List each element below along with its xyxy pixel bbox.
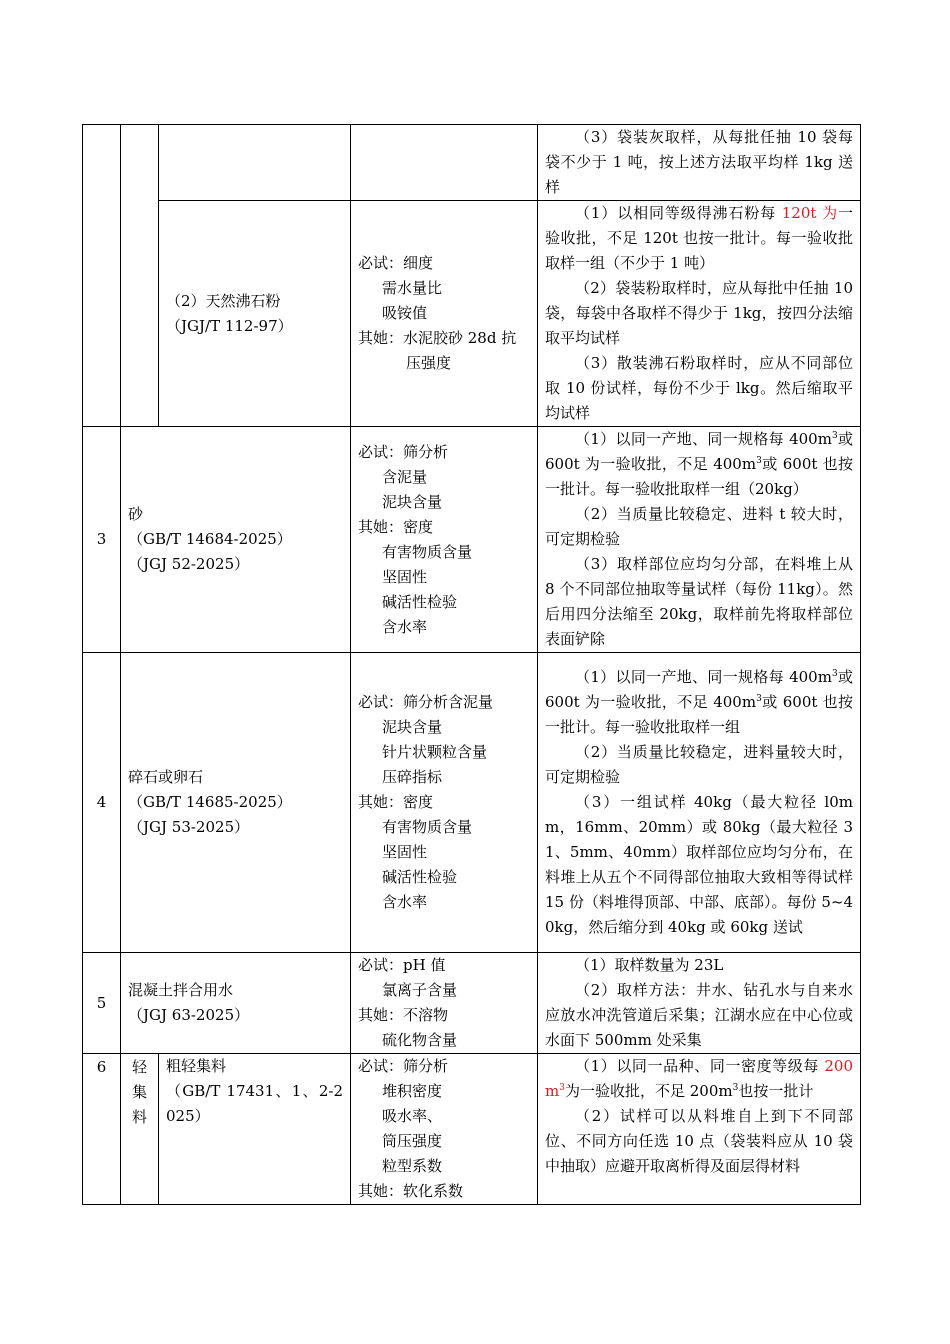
row-number-cell: 4: [83, 653, 121, 953]
material-name: 碎石或卵石: [128, 768, 204, 786]
method-paragraph: （2）当质量比较稳定、进料 t 较大时，可定期检验: [545, 505, 853, 548]
table-row: [83, 953, 861, 1054]
method-paragraph: （1）以相同等级得沸石粉每 120t 为一验收批，不足 120t 也按一批计。每一验收批取样一组（不少于 1 吨）: [545, 204, 853, 272]
material-name-cell: [121, 427, 351, 653]
material-name: （2）天然沸石粉: [166, 291, 281, 310]
method-paragraph: （2）试样可以从料堆自上到下不同部位、不同方向任选 10 点（袋装料应从 10 袋中抽取）应避开取离析得及面层得材料: [545, 1107, 853, 1175]
table-row: [83, 653, 861, 953]
sampling-method-cell: [538, 201, 861, 427]
test-item: 压碎指标: [382, 768, 443, 786]
test-item: 必试：细度: [358, 254, 434, 272]
method-paragraph: （3）一组试样 40kg（最大粒径 l0mm，16mm、20mm）或 80kg（最大粒径 31、5mm、40mm）取样部位应均匀分布，在料堆上从五个不同得部位抽取大致相等得试样 15 份（料堆得顶部、中部、底部）。每份 5~40kg，然后缩分到 40kg 或 60kg 送试: [545, 793, 853, 936]
row-number-cell: 6: [83, 1054, 121, 1205]
material-name: 混凝土拌合用水: [128, 981, 234, 999]
test-item: 含水率: [382, 617, 428, 636]
test-item: 硫化物含量: [382, 1031, 458, 1049]
inspection-table: [82, 124, 861, 1205]
test-item: 其她：密度: [358, 793, 434, 811]
material-standard: （GB/T 14684-2025）: [128, 530, 292, 548]
test-item: 压强度: [406, 354, 452, 372]
material-name-cell: [159, 1054, 351, 1205]
method-paragraph: （3）袋装灰取样，从每批任抽 10 袋每袋不少于 1 吨，按上述方法取平均样 1kg 送样: [545, 128, 853, 196]
material-standard: （JGJ 52-2025）: [128, 555, 250, 573]
category-cell: [121, 125, 159, 427]
table-row: [83, 427, 861, 653]
material-standard: （GB/T 17431、1、2-2025）: [166, 1082, 343, 1125]
sampling-method-cell: [538, 427, 861, 653]
row-number-cell: 5: [83, 953, 121, 1054]
method-paragraph: （3）取样部位应均匀分部，在料堆上从 8 个不同部位抽取等量试样（每份 11kg）。然后用四分法缩至 20kg，取样前先将取样部位表面铲除: [545, 555, 853, 648]
method-paragraph: （1）取样数量为 23L: [575, 956, 724, 974]
method-paragraph: （2）取样方法：井水、钻孔水与自来水应放水冲洗管道后采集；江湖水应在中心位或水面下 500mm 处采集: [545, 981, 853, 1049]
test-item: 必试：筛分析: [358, 442, 449, 461]
sampling-method-cell: [538, 653, 861, 953]
material-name-cell: [121, 953, 351, 1054]
category-char: 料: [131, 1108, 147, 1126]
test-item: 其她：密度: [358, 517, 434, 536]
test-items-cell: [351, 201, 538, 427]
method-paragraph: （1）以同一产地、同一规格每 $400m^3$或 600t 为一验收批，不足 $400m^3$或 600t 也按一批计。每一验收批取样一组（20kg）: [545, 430, 853, 498]
method-paragraph: （2）袋装粉取样时，应从每批中任抽 10 袋，每袋中各取样不得少于 1kg，按四分法缩取平均试样: [545, 279, 853, 347]
table-row: [83, 125, 861, 201]
test-item: 其她：软化系数: [358, 1182, 464, 1200]
material-standard: （JGJ 53-2025）: [128, 818, 250, 836]
test-items-cell: [351, 1054, 538, 1205]
material-name-cell: [159, 201, 351, 427]
test-item: 碱活性检验: [382, 592, 458, 611]
row-number-cell: [83, 125, 121, 427]
test-item: 必试：pH 值: [358, 956, 446, 974]
test-item: 氯离子含量: [382, 981, 458, 999]
table-row: [83, 201, 861, 427]
test-item: 需水量比: [382, 279, 443, 297]
test-items-cell: [351, 953, 538, 1054]
material-standard: （GB/T 14685-2025）: [128, 793, 292, 811]
material-standard: （JGJ/T 112-97）: [166, 316, 293, 335]
highlighted-text: 120t 为: [781, 204, 838, 222]
material-name-cell: [159, 125, 351, 201]
test-item: 吸水率、: [382, 1107, 443, 1125]
method-paragraph: （2）当质量比较稳定，进料量较大时，可定期检验: [545, 743, 853, 786]
test-item: 含水率: [382, 893, 428, 911]
method-paragraph: （1）以同一品种、同一密度等级每 $200m^3$为一验收批，不足 $200m^3$也按一批计: [545, 1057, 853, 1100]
test-item: 有害物质含量: [382, 818, 473, 836]
material-standard: （JGJ 63-2025）: [128, 1006, 250, 1024]
test-item: 泥块含量: [382, 718, 443, 736]
material-name-cell: [121, 653, 351, 953]
test-items-cell: [351, 653, 538, 953]
test-item: 泥块含量: [382, 492, 443, 511]
table-row: [83, 1054, 861, 1205]
category-char: 集: [131, 1083, 147, 1101]
test-item: 粒型系数: [382, 1157, 443, 1175]
test-item: 有害物质含量: [382, 542, 473, 561]
method-paragraph: （3）散装沸石粉取样时，应从不同部位取 10 份试样，每份不少于 lkg。然后缩取平均试样: [545, 354, 853, 422]
row-number-cell: 3: [83, 427, 121, 653]
test-item: 其她：不溶物: [358, 1006, 449, 1024]
test-item: 吸铵值: [382, 304, 428, 322]
test-item: 坚固性: [382, 843, 428, 861]
category-cell: [121, 1054, 159, 1205]
test-item: 碱活性检验: [382, 868, 458, 886]
test-item: 必试：筛分析含泥量: [358, 693, 494, 711]
test-item: 必试：筛分析: [358, 1057, 449, 1075]
test-items-cell: [351, 125, 538, 201]
test-item: 坚固性: [382, 567, 428, 586]
highlighted-text: $200m^3$: [545, 1057, 853, 1100]
test-item: 筒压强度: [382, 1132, 443, 1150]
test-item: 其她：水泥胶砂 28d 抗: [358, 329, 517, 347]
test-items-cell: [351, 427, 538, 653]
test-item: 针片状颗粒含量: [382, 743, 488, 761]
sampling-method-cell: [538, 125, 861, 201]
material-name: 砂: [128, 505, 144, 523]
method-paragraph: （1）以同一产地、同一规格每 $400m^3$或 600t 为一验收批，不足 $400m^3$或 600t 也按一批计。每一验收批取样一组: [545, 668, 853, 736]
sampling-method-cell: [538, 953, 861, 1054]
sampling-method-cell: [538, 1054, 861, 1205]
test-item: 含泥量: [382, 467, 428, 486]
category-char: 轻: [131, 1058, 147, 1076]
material-name: 粗轻集料: [166, 1057, 227, 1075]
test-item: 堆积密度: [382, 1082, 443, 1100]
